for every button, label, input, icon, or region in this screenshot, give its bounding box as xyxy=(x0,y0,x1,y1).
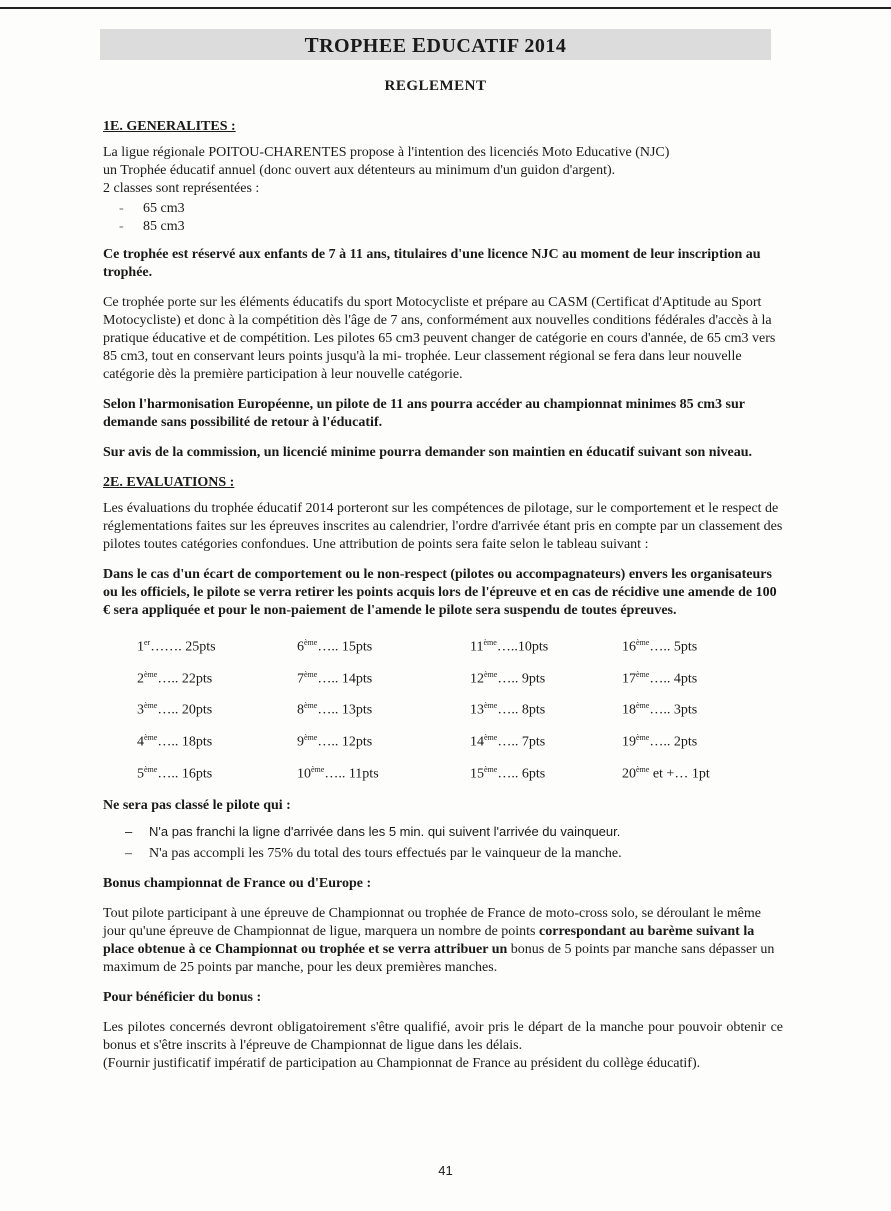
page-number: 41 xyxy=(438,1163,453,1178)
benefit-paragraph: Les pilotes concernés devront obligatoirement s'être qualifié, avoir pris le départ de la manche pour pouvoir obtenir ce bonus et s'être inscrits à l'épreuve de Championnat de ligue dans les délais. xyxy=(103,1020,783,1054)
points-entry: 16ème….. 5pts xyxy=(622,638,698,655)
classes-list xyxy=(119,200,783,236)
points-entry: 10ème….. 11pts xyxy=(297,764,379,782)
commission-notice: Sur avis de la commission, un licencié minime pourra demander son maintien en éducatif suivant son niveau. xyxy=(103,445,752,460)
points-entry: 18ème….. 3pts xyxy=(622,701,698,718)
benefit-note: (Fournir justificatif impératif de participation au Championnat de France au président du collège éducatif). xyxy=(103,1056,701,1072)
class-item: - 65 cm3 xyxy=(119,200,783,218)
class-item: - 85 cm3 xyxy=(119,218,783,236)
points-entry: 20ème et +… 1pt xyxy=(622,764,710,782)
harmonisation-notice: Selon l'harmonisation Européenne, un pilote de 11 ans pourra accéder au championnat minimes 85 cm3 sur demande sans possibilité de retour à l'éducatif. xyxy=(103,397,745,430)
age-notice: Ce trophée est réservé aux enfants de 7 à 11 ans, titulaires d'une licence NJC au moment de leur inscription au trophée. xyxy=(103,247,761,280)
points-entry: 3ème….. 20pts xyxy=(137,701,213,718)
top-rule xyxy=(0,7,891,9)
points-entry: 4ème….. 18pts xyxy=(137,732,213,750)
points-entry: 9ème….. 12pts xyxy=(297,732,373,750)
evaluations-intro: Les évaluations du trophée éducatif 2014 porteront sur les compétences de pilotage, sur le comportement et le respect de réglementations faites sur les épreuves inscrites au calendrier, l'ordre d'arrivée étant pris en compte par un classement des pilotes toutes catégories confondues. Une attribution de points sera faite selon le tableau suivant : xyxy=(103,501,783,552)
points-entry: 6ème….. 15pts xyxy=(297,638,373,655)
points-entry: 19ème….. 2pts xyxy=(622,732,698,750)
not-ranked-item: – N'a pas franchi la ligne d'arrivée dans les 5 min. qui suivent l'arrivée du vainqueur. xyxy=(125,823,783,841)
points-entry: 8ème….. 13pts xyxy=(297,701,373,718)
bonus-paragraph: Tout pilote participant à une épreuve de Championnat ou trophée de France de moto-cross solo, se déroulant le même jour qu'une épreuve de Championnat de ligue, marquera un nombre de points correspondant au barème suivant la place obtenue à ce Championnat ou trophée et se verra attribuer un bonus de 5 points par manche sans dépasser un maximum de 25 points par manche, pour les deux premières manches. xyxy=(103,906,775,976)
page-title: TROPHEE EDUCATIF 2014 xyxy=(100,29,771,60)
bonus-title: Bonus championnat de France ou d'Europe : xyxy=(103,876,372,892)
points-table xyxy=(137,634,783,783)
points-entry: 12ème….. 9pts xyxy=(470,669,546,687)
not-ranked-item: – N'a pas accompli les 75% du total des tours effectués par le vainqueur de la manche. xyxy=(125,845,783,863)
benefit-title: Pour bénéficier du bonus : xyxy=(103,990,262,1006)
intro-line: La ligue régionale POITOU-CHARENTES propose à l'intention des licenciés Moto Educative (NJC) xyxy=(103,145,670,160)
points-entry: 17ème….. 4pts xyxy=(622,669,698,687)
points-entry: 7ème….. 14pts xyxy=(297,669,373,687)
points-entry: 1er……. 25pts xyxy=(137,638,216,655)
content xyxy=(103,118,783,1073)
section-title-generalites: 1E. GENERALITES : xyxy=(103,119,236,134)
section-title-evaluations: 2E. EVALUATIONS : xyxy=(103,475,235,490)
intro-line: un Trophée éducatif annuel (donc ouvert aux détenteurs au minimum d'un guidon d'argent). xyxy=(103,163,616,178)
points-entry: 11ème…..10pts xyxy=(470,638,549,655)
description-paragraph: Ce trophée porte sur les éléments éducatifs du sport Motocycliste et prépare au CASM (Certificat d'Aptitude au Sport Motocycliste) et donc à la compétition dès l'âge de 7 ans, conformément aux nouvelles conditions fédérales d'accès à la pratique éducative et de compétition. Les pilotes 65 cm3 peuvent changer de catégorie en cours d'année, de 65 cm3 vers 85 cm3, tout en conservant leurs points jusqu'à la mi- trophée. Leur classement régional se fera dans leur nouvelle catégorie dès la première participation à leur nouvelle catégorie. xyxy=(103,295,776,382)
not-ranked-list xyxy=(125,823,783,863)
subtitle: REGLEMENT xyxy=(384,78,487,94)
not-ranked-title: Ne sera pas classé le pilote qui : xyxy=(103,798,291,814)
points-entry: 5ème….. 16pts xyxy=(137,764,213,782)
points-entry: 13ème….. 8pts xyxy=(470,701,546,718)
points-entry: 14ème….. 7pts xyxy=(470,732,546,750)
points-entry: 15ème….. 6pts xyxy=(470,764,546,782)
penalty-notice: Dans le cas d'un écart de comportement ou le non-respect (pilotes ou accompagnateurs) envers les organisateurs ou les officiels, le pilote se verra retirer les points acquis lors de l'épreuve et en cas de récidive une amende de 100 € sera appliquée et pour le non-paiement de l'amende le pilote sera suspendu de toutes épreuves. xyxy=(103,567,777,618)
intro-line: 2 classes sont représentées : xyxy=(103,181,260,196)
points-entry: 2ème….. 22pts xyxy=(137,669,213,687)
